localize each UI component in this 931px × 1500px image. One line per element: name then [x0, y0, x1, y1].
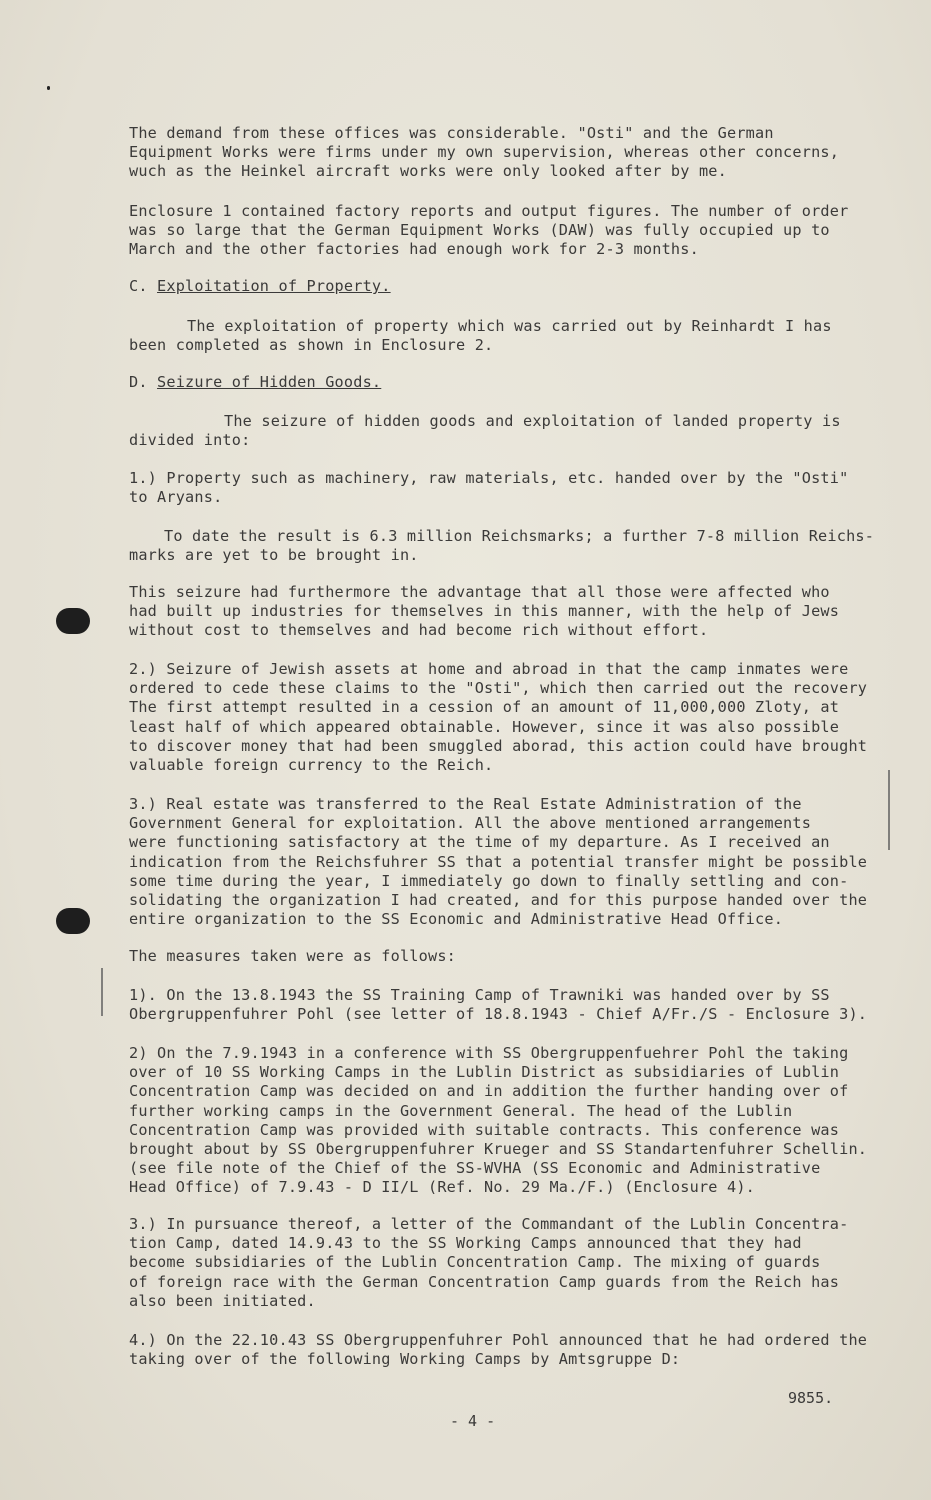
- heading-d-text: Seizure of Hidden Goods.: [157, 373, 382, 391]
- paragraph-item-1-property: 1.) Property such as machinery, raw materials, etc. handed over by the "Osti" to Aryans.: [129, 469, 849, 507]
- paragraph-item-2-jewish-assets: 2.) Seizure of Jewish assets at home and abroad in that the camp inmates were ordered to cede these claims to the "Osti", which then carried out the recovery The first attempt resulted in a cession of an amount of 11,000,000 Zloty, at least half of which appeared obtainable. However, since it was also possible to discover money that had been smuggled aborad, this action could have brought valuable foreign currency to the Reich.: [129, 660, 868, 775]
- paragraph-enclosure-1: Enclosure 1 contained factory reports and output figures. The number of order was so large that the German Equipment Works (DAW) was fully occupied up to March and the other factories had enough work for 2-3 months.: [129, 202, 849, 259]
- page-number: - 4 -: [450, 1412, 496, 1430]
- heading-exploitation-of-property: [129, 277, 391, 296]
- punch-hole-lower: [56, 908, 90, 934]
- ink-speck: [47, 86, 50, 90]
- paragraph-measure-2: 2) On the 7.9.1943 in a conference with SS Obergruppenfuehrer Pohl the taking over of 10 SS Working Camps in the Lublin District as subsidiaries of Lublin Concentration Camp was decided on and in addition the further handing over of further working camps in the Government General. The head of the Lublin Concentration Camp was provided with suitable contracts. This conference was brought about by SS Obergruppenfuhrer Krueger and SS Standartenfuhrer Schellin. (see file note of the Chief of the SS-WVHA (SS Economic and Administrative Head Office) of 7.9.43 - D II/L (Ref. No. 29 Ma./F.) (Enclosure 4).: [129, 1044, 868, 1197]
- paragraph-office-demand: The demand from these offices was considerable. "Osti" and the German Equipment Works were firms under my own supervision, whereas other concerns, wuch as the Heinkel aircraft works were only looked after by me.: [129, 124, 840, 181]
- heading-c-text: Exploitation of Property.: [157, 277, 391, 295]
- paragraph-seizure-advantage: This seizure had furthermore the advantage that all those were affected who had built up industries for themselves in this manner, with the help of Jews without cost to themselves and had become rich without effort.: [129, 583, 840, 640]
- paragraph-seizure-intro: The seizure of hidden goods and exploitation of landed property is divided into:: [129, 412, 841, 450]
- margin-mark-left: [101, 968, 103, 1016]
- document-number: 9855.: [788, 1389, 834, 1407]
- paragraph-result-reichsmarks: To date the result is 6.3 million Reichsmarks; a further 7-8 million Reichs- marks are yet to be brought in.: [129, 527, 875, 565]
- heading-d-letter: D.: [129, 373, 158, 391]
- paragraph-measure-1: 1). On the 13.8.1943 the SS Training Camp of Trawniki was handed over by SS Obergruppenfuhrer Pohl (see letter of 18.8.1943 - Chief A/Fr./S - Enclosure 3).: [129, 986, 868, 1024]
- paragraph-item-3-real-estate: 3.) Real estate was transferred to the Real Estate Administration of the Government General for exploitation. All the above mentioned arrangements were functioning satisfactory at the time of my departure. As I received an indication from the Reichsfuhrer SS that a potential transfer might be possible some time during the year, I immediately go down to finally settling and con- solidating the organization I had created, and for this purpose handed over the entire organization to the SS Economic and Administrative Head Office.: [129, 795, 868, 929]
- margin-mark-right: [888, 770, 890, 850]
- punch-hole-upper: [56, 608, 90, 634]
- heading-c-letter: C.: [129, 277, 158, 295]
- paragraph-exploitation: The exploitation of property which was carried out by Reinhardt I has been completed as shown in Enclosure 2.: [129, 317, 832, 355]
- paragraph-measures-intro: The measures taken were as follows:: [129, 947, 457, 965]
- paragraph-measure-4: 4.) On the 22.10.43 SS Obergruppenfuhrer Pohl announced that he had ordered the taking over of the following Working Camps by Amtsgruppe D:: [129, 1331, 868, 1369]
- paragraph-measure-3: 3.) In pursuance thereof, a letter of the Commandant of the Lublin Concentra- tion Camp, dated 14.9.43 to the SS Working Camps announced that they had become subsidiaries of the Lublin Concentration Camp. The mixing of guards of foreign race with the German Concentration Camp guards from the Reich has also been initiated.: [129, 1215, 849, 1310]
- heading-seizure-of-hidden-goods: [129, 373, 381, 392]
